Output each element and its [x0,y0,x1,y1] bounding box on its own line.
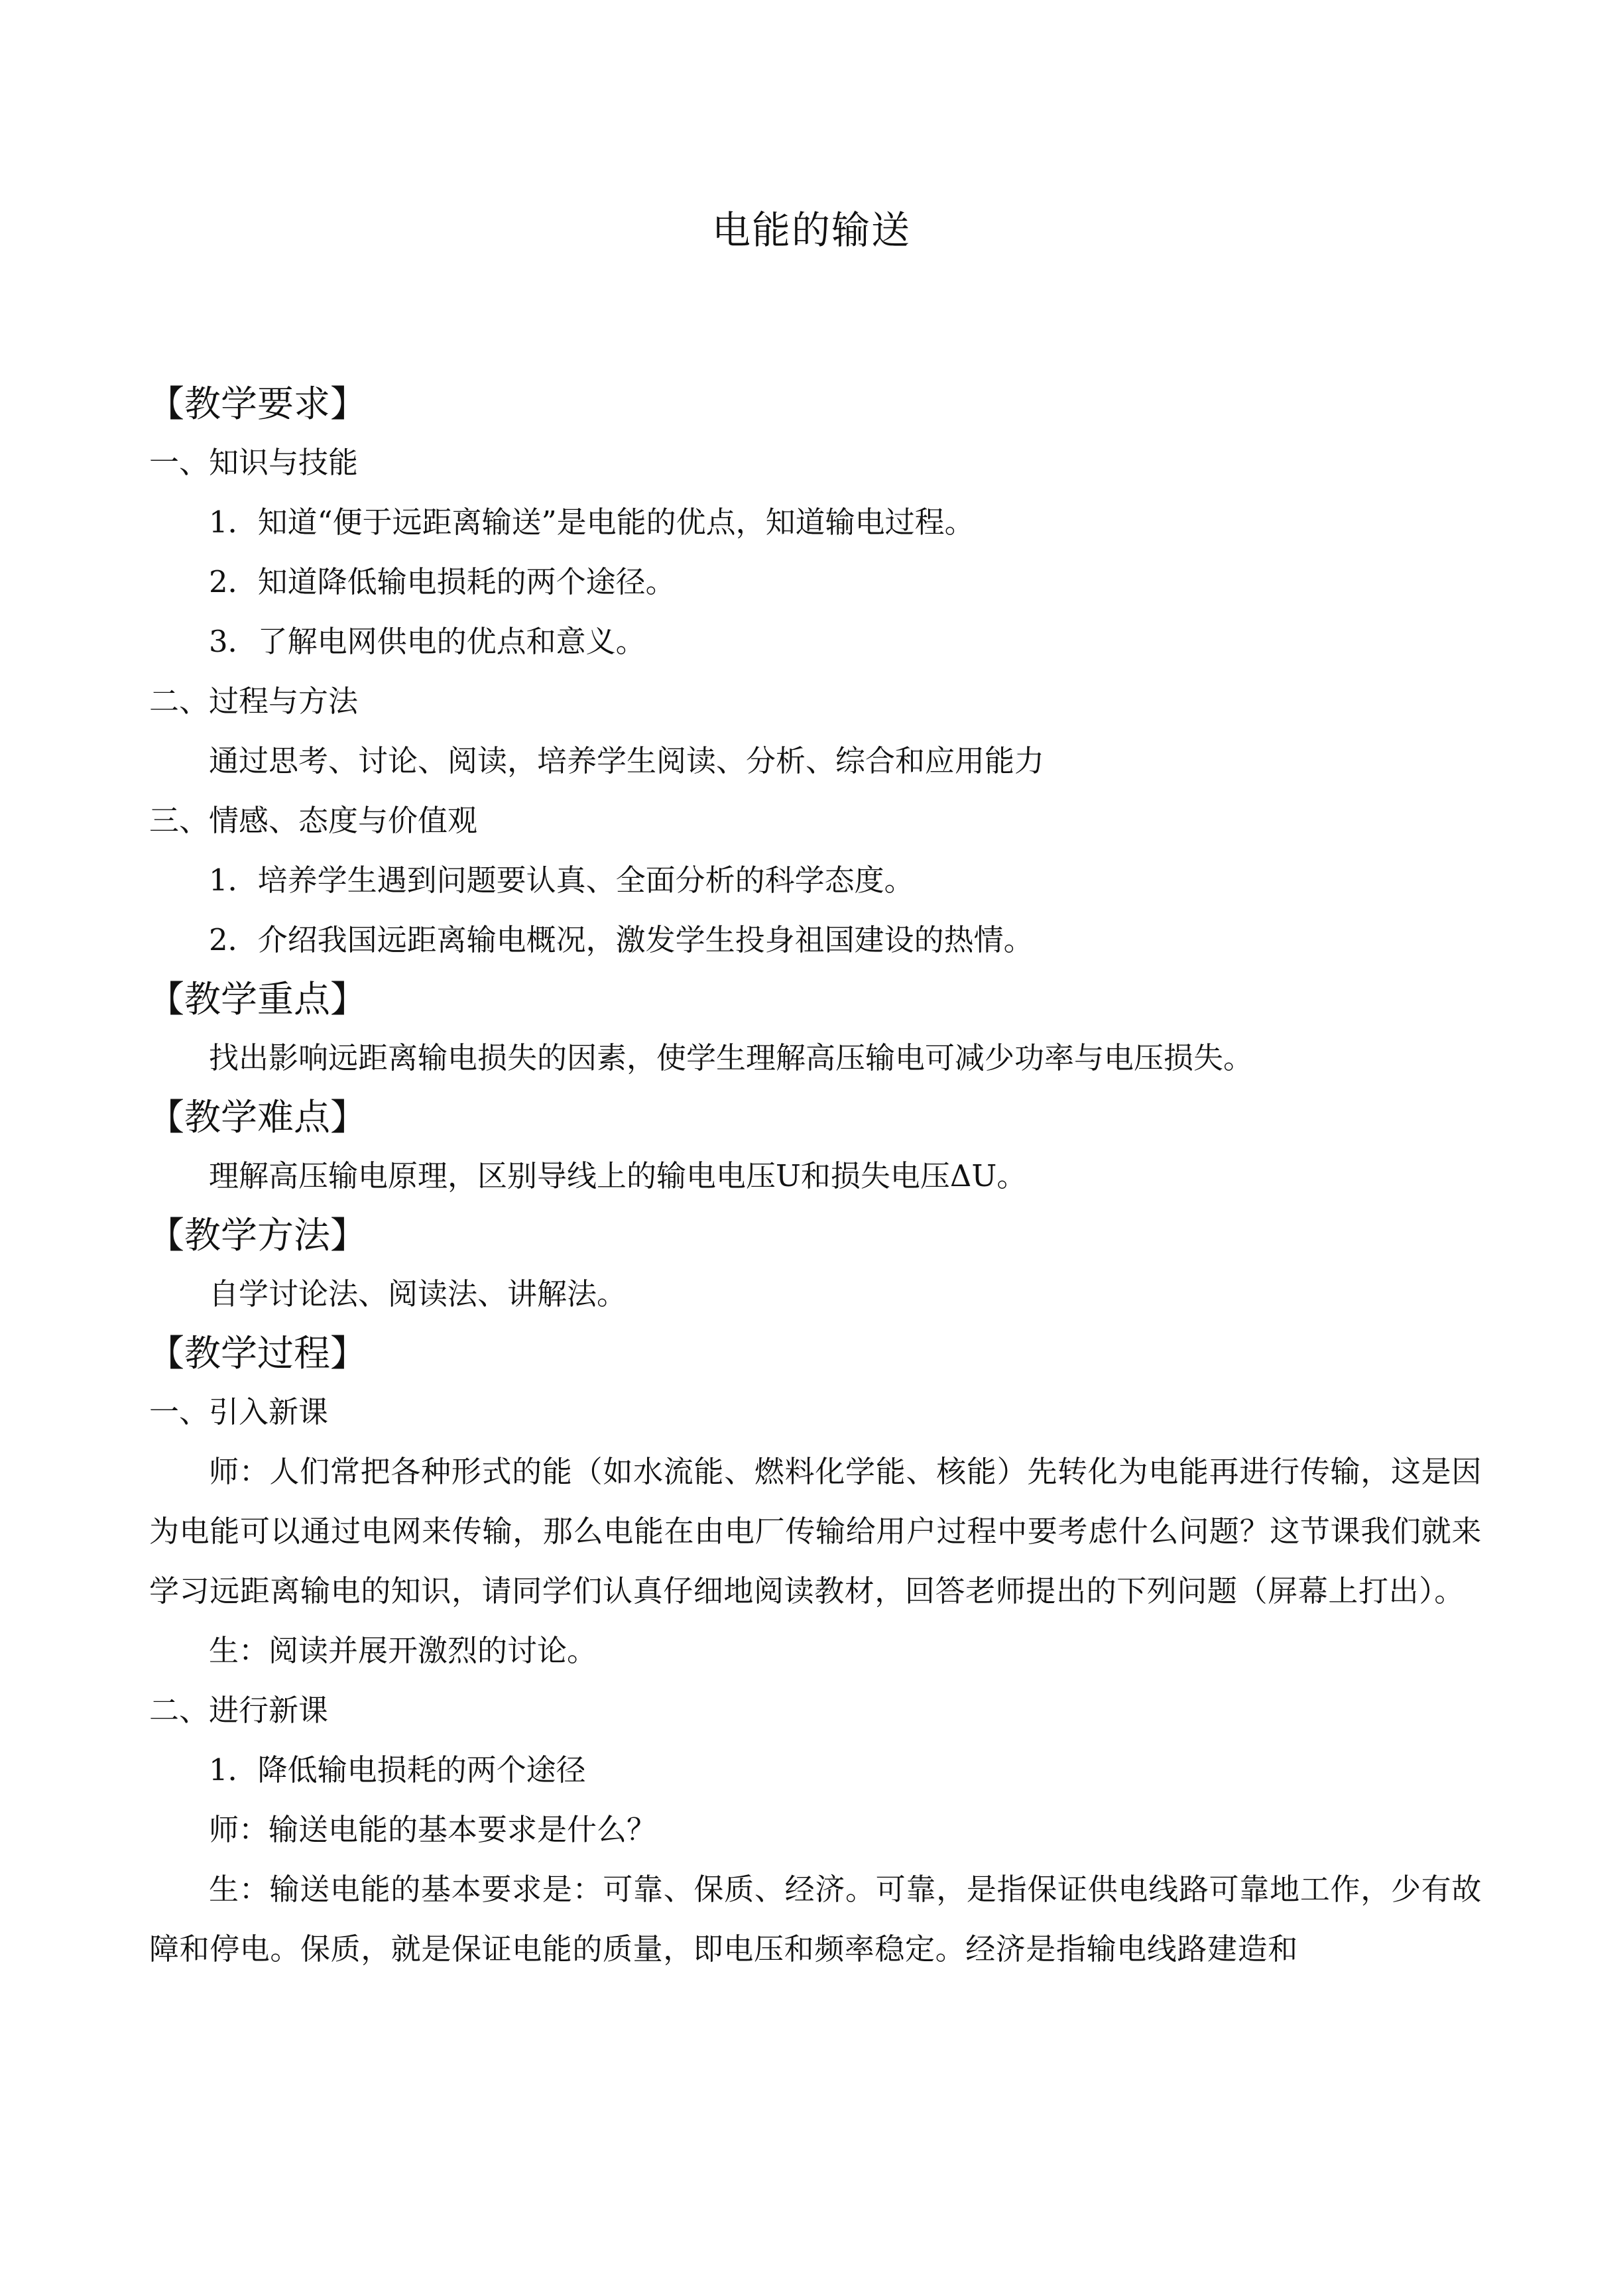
new-lesson-heading: 二、进行新课 [149,1693,329,1728]
key-points-text: 找出影响远距离输电损失的因素，使学生理解高压输电可减少功率与电压损失。 [209,1040,1254,1075]
page-title: 电能的输送 [711,208,911,253]
knowledge-item: 2．知道降低输电损耗的两个途径。 [209,564,676,599]
procedure-heading: 【教学过程】 [148,1332,367,1374]
teacher-question: 师：输送电能的基本要求是什么？ [209,1812,657,1847]
knowledge-item: 1．知道“便于远距离输送”是电能的优点，知道输电过程。 [209,505,975,540]
student-answer-paragraph: 生：输送电能的基本要求是：可靠、保质、经济。可靠，是指保证供电线路可靠地工作，少有故障和停电。保质，就是保证电能的质量，即电压和频率稳定。经济是指输电线路建造和 [149,1872,1482,1966]
new-lesson-subheading: 1．降低输电损耗的两个途径 [209,1752,586,1787]
requirements-heading: 【教学要求】 [148,383,367,425]
methods-heading: 【教学方法】 [148,1214,367,1256]
methods-text: 自学讨论法、阅读法、讲解法。 [209,1276,627,1311]
intro-teacher-paragraph: 师：人们常把各种形式的能（如水流能、燃料化学能、核能）先转化为电能再进行传输，这是因为电能可以通过电网来传输，那么电能在由电厂传输给用户过程中要考虑什么问题？这节课我们就来学习远距离输电的知识，请同学们认真仔细地阅读教材，回答老师提出的下列问题（屏幕上打出）。 [149,1454,1482,1608]
process-heading: 二、过程与方法 [149,684,359,719]
knowledge-heading: 一、知识与技能 [149,445,359,480]
key-points-heading: 【教学重点】 [148,978,367,1020]
document-body [149,375,1482,1979]
attitude-heading: 三、情感、态度与价值观 [149,803,478,838]
intro-student-line: 生：阅读并展开激烈的讨论。 [209,1633,597,1668]
knowledge-item: 3．了解电网供电的优点和意义。 [209,624,646,659]
difficulties-heading: 【教学难点】 [148,1096,367,1138]
difficulties-text: 理解高压输电原理，区别导线上的输电电压U和损失电压ΔU。 [209,1158,1027,1193]
process-text: 通过思考、讨论、阅读，培养学生阅读、分析、综合和应用能力 [209,743,1045,778]
attitude-item: 2．介绍我国远距离输电概况，激发学生投身祖国建设的热情。 [209,922,1034,957]
intro-heading: 一、引入新课 [149,1394,329,1429]
attitude-item: 1．培养学生遇到问题要认真、全面分析的科学态度。 [209,863,914,898]
